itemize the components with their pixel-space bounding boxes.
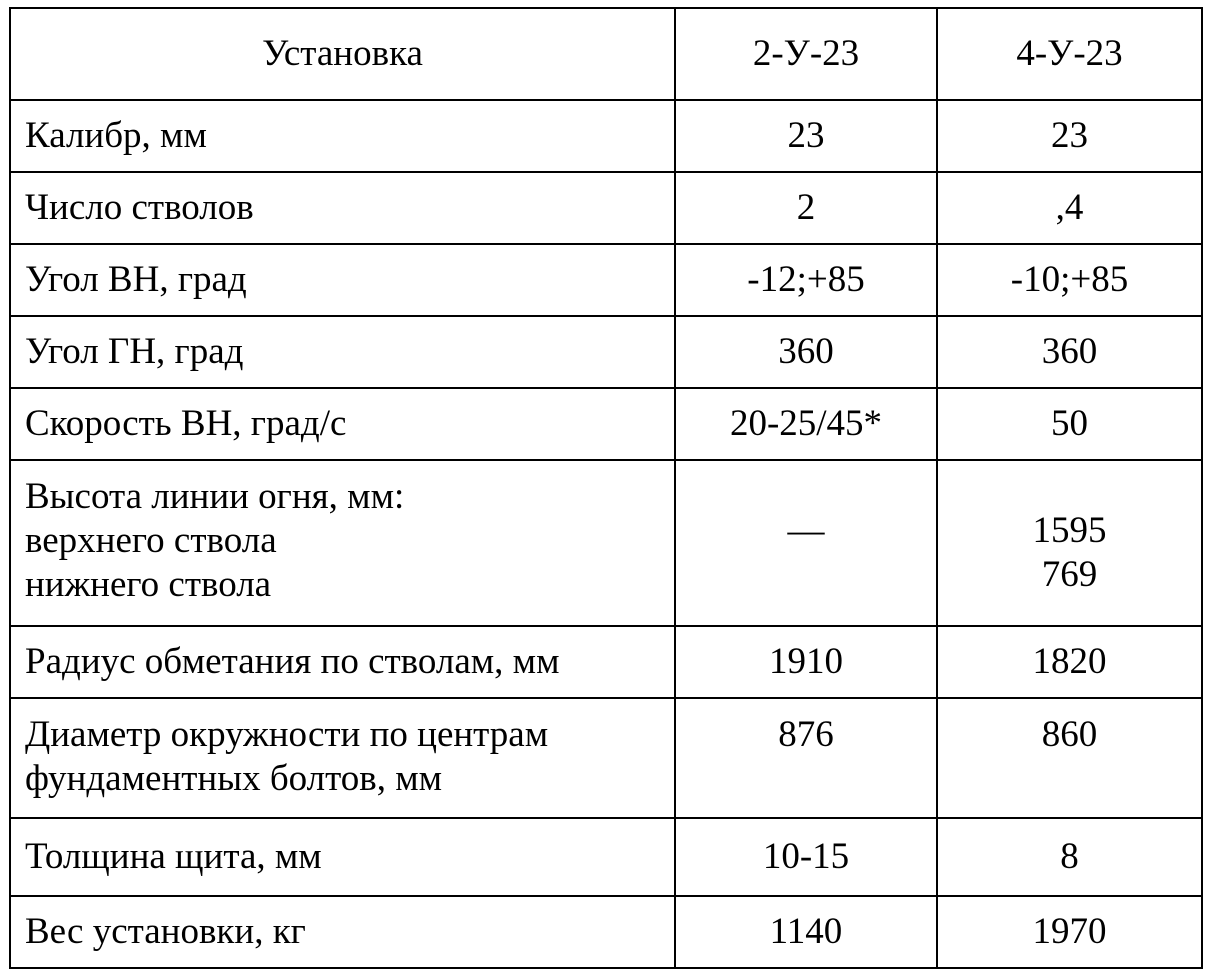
table-row — [10, 388, 1202, 460]
row-label: Скорость ВН, град/с — [10, 388, 675, 460]
row-value-4u23: 1820 — [937, 626, 1202, 698]
row-label-line: фундаментных болтов, мм — [25, 758, 443, 799]
header-label-cell: Установка — [10, 8, 675, 100]
row-value-2u23: — — [675, 460, 937, 626]
row-label: Калибр, мм — [10, 100, 675, 172]
row-value-2u23: 1910 — [675, 626, 937, 698]
table-header-row — [10, 8, 1202, 100]
row-label: Угол ГН, град — [10, 316, 675, 388]
row-label: Число стволов — [10, 172, 675, 244]
row-value-4u23: ,4 — [937, 172, 1202, 244]
table-row — [10, 172, 1202, 244]
table-row — [10, 244, 1202, 316]
row-value-4u23: 360 — [937, 316, 1202, 388]
row-value-4u23: -10;+85 — [937, 244, 1202, 316]
row-label: Угол ВН, град — [10, 244, 675, 316]
row-value-line: 769 — [1041, 554, 1098, 595]
row-value-2u23: 1140 — [675, 896, 937, 968]
row-label: Вес установки, кг — [10, 896, 675, 968]
row-value-2u23: 10-15 — [675, 818, 937, 896]
row-value-2u23: 876 — [675, 698, 937, 818]
row-label: Толщина щита, мм — [10, 818, 675, 896]
row-value-2u23: 23 — [675, 100, 937, 172]
table-row — [10, 460, 1202, 626]
row-value-line: 1595 — [1032, 510, 1107, 551]
row-value-4u23: 1970 — [937, 896, 1202, 968]
header-col-4u23: 4-У-23 — [937, 8, 1202, 100]
row-value-2u23: 20-25/45* — [675, 388, 937, 460]
row-label-line: Диаметр окружности по центрам — [25, 714, 549, 755]
row-label-line: верхнего ствола — [25, 520, 277, 561]
row-label-line: Высота линии огня, мм: — [25, 476, 405, 517]
header-col-2u23: 2-У-23 — [675, 8, 937, 100]
table-row — [10, 100, 1202, 172]
row-label — [10, 460, 675, 626]
row-label: Радиус обметания по стволам, мм — [10, 626, 675, 698]
row-value-4u23: 8 — [937, 818, 1202, 896]
row-value-4u23: 860 — [937, 698, 1202, 818]
row-value-4u23: 50 — [937, 388, 1202, 460]
row-value-4u23: 23 — [937, 100, 1202, 172]
row-value-4u23 — [937, 460, 1202, 626]
table-row — [10, 818, 1202, 896]
table-row — [10, 896, 1202, 968]
row-value-2u23: 360 — [675, 316, 937, 388]
row-value-2u23: 2 — [675, 172, 937, 244]
specifications-table — [9, 7, 1203, 969]
row-label-line: нижнего ствола — [25, 564, 272, 605]
row-label — [10, 698, 675, 818]
row-value-2u23: -12;+85 — [675, 244, 937, 316]
table-row — [10, 698, 1202, 818]
table-row — [10, 316, 1202, 388]
table-row — [10, 626, 1202, 698]
